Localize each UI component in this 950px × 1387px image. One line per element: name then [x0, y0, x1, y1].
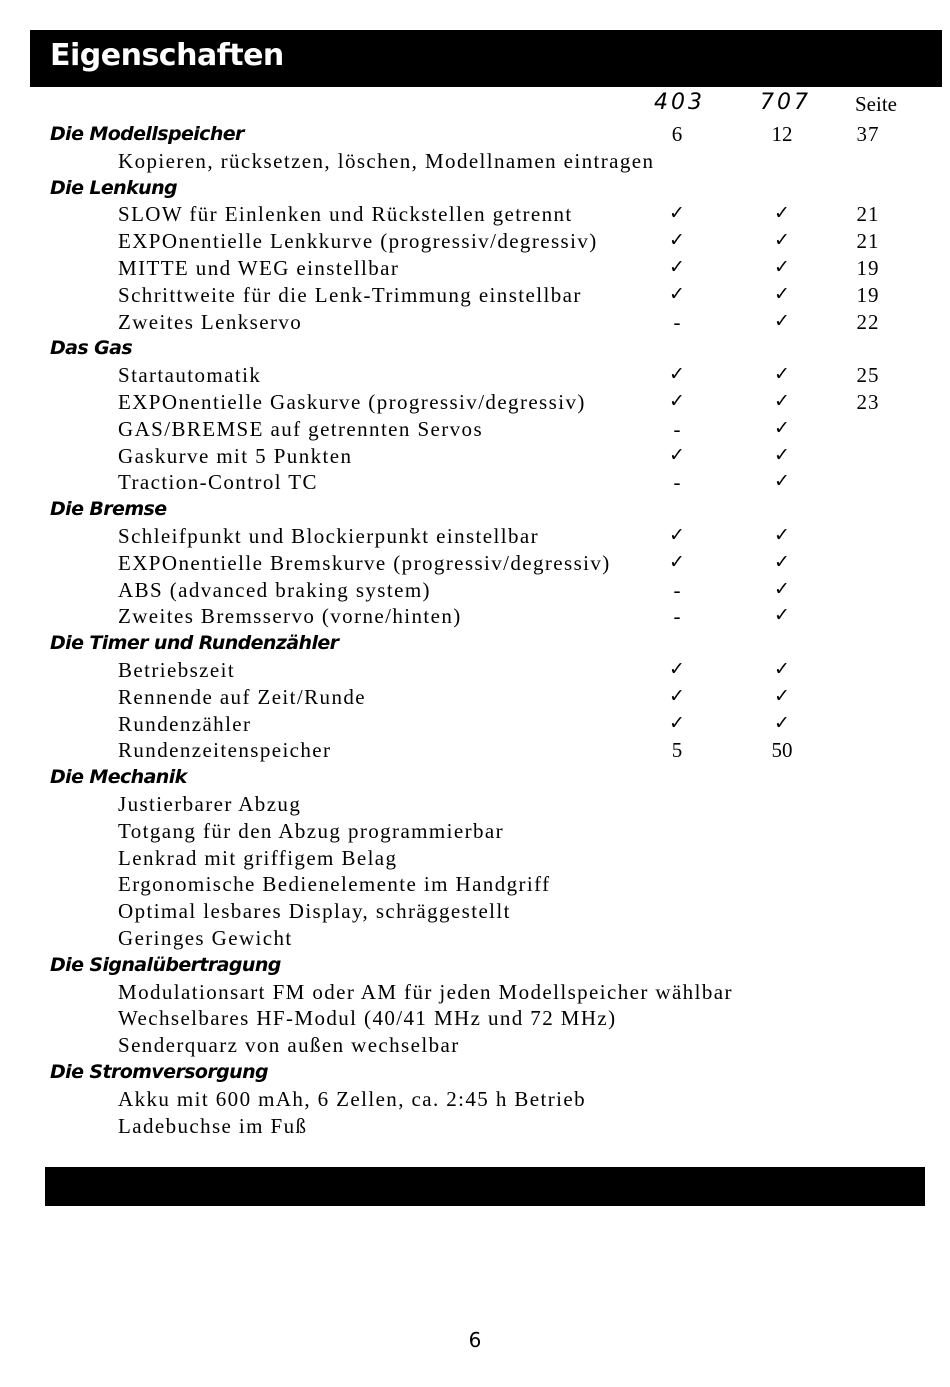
feature-row: [0, 469, 950, 496]
feature-label: SLOW für Einlenken und Rückstellen getrennt: [118, 202, 573, 227]
feature-row: [0, 523, 950, 550]
feature-label: Traction-Control TC: [118, 470, 318, 495]
value-seite: 25: [856, 363, 880, 388]
category-row: [0, 496, 950, 523]
category-label: Die Signalübertragung: [50, 953, 281, 976]
value-seite: 19: [856, 256, 880, 280]
feature-label: Akku mit 600 mAh, 6 Zellen, ca. 2:45 h Betrieb: [118, 1086, 586, 1111]
feature-label: Betriebszeit: [118, 658, 236, 682]
value-403-check-icon: ✓: [669, 202, 685, 225]
category-label: Die Stromversorgung: [50, 1061, 269, 1083]
feature-row: [0, 443, 950, 470]
feature-row: [0, 362, 950, 389]
feature-row: [0, 309, 950, 336]
feature-label: EXPOnentielle Gaskurve (progressiv/degressiv): [118, 390, 586, 414]
value-707-check-icon: ✓: [774, 229, 790, 252]
feature-row: [0, 389, 950, 416]
feature-label: Ladebuchse im Fuß: [118, 1113, 308, 1138]
column-header-403: 403: [654, 90, 705, 115]
feature-label: Kopieren, rücksetzen, löschen, Modellnamen eintragen: [118, 148, 655, 173]
value-403: 6: [671, 122, 683, 146]
category-label: Die Mechanik: [50, 766, 187, 789]
feature-row: [0, 1113, 950, 1140]
feature-row: [0, 818, 950, 845]
feature-row: [0, 1086, 950, 1113]
value-707: 50: [771, 738, 793, 763]
feature-label: Wechselbares HF-Modul (40/41 MHz und 72 MHz): [118, 1006, 617, 1031]
value-403-check-icon: ✓: [669, 711, 685, 734]
value-403-check-icon: ✓: [669, 524, 685, 546]
value-403: 5: [671, 738, 683, 763]
feature-row: [0, 550, 950, 577]
value-403: -: [673, 604, 681, 629]
feature-row: [0, 201, 950, 228]
value-403: -: [673, 577, 681, 602]
category-row: [0, 335, 950, 362]
feature-label: Justierbarer Abzug: [118, 792, 302, 816]
value-707-check-icon: ✓: [774, 550, 790, 573]
feature-row: [0, 871, 950, 898]
category-label: Die Timer und Rundenzähler: [50, 632, 339, 655]
feature-row: [0, 737, 950, 764]
feature-label: Lenkrad mit griffigem Belag: [118, 845, 398, 870]
page-title: Eigenschaften: [50, 38, 284, 73]
value-707-check-icon: ✓: [774, 416, 790, 439]
value-707-check-icon: ✓: [774, 443, 790, 466]
value-seite: 22: [856, 309, 880, 334]
feature-label: Zweites Bremsservo (vorne/hinten): [118, 604, 462, 629]
feature-row: [0, 684, 950, 711]
category-row: [0, 1059, 950, 1086]
value-707: 12: [771, 122, 793, 146]
value-707-check-icon: ✓: [774, 256, 790, 278]
column-header-707: 707: [760, 90, 811, 115]
value-707-check-icon: ✓: [774, 282, 790, 305]
category-label: Das Gas: [50, 337, 133, 360]
feature-row: [0, 255, 950, 282]
feature-label: Rundenzähler: [118, 711, 252, 736]
value-707-check-icon: ✓: [774, 363, 790, 386]
category-row: [0, 630, 950, 657]
title-bar: [30, 30, 942, 87]
value-403-check-icon: ✓: [669, 658, 685, 680]
feature-row: [0, 1005, 950, 1032]
feature-row: [0, 148, 950, 175]
value-403: -: [673, 416, 681, 441]
category-label: Die Bremse: [50, 498, 167, 521]
value-707-check-icon: ✓: [774, 577, 790, 600]
category-row: [0, 175, 950, 202]
feature-label: Zweites Lenkservo: [118, 309, 303, 334]
feature-label: Senderquarz von außen wechselbar: [118, 1033, 460, 1058]
feature-row: [0, 1032, 950, 1059]
category-row: [0, 764, 950, 791]
page-number: 6: [468, 1328, 482, 1352]
feature-label: Totgang für den Abzug programmierbar: [118, 818, 504, 843]
category-label: Die Lenkung: [50, 176, 177, 199]
value-403-check-icon: ✓: [669, 550, 685, 573]
value-403: -: [673, 309, 681, 334]
value-707-check-icon: ✓: [774, 470, 790, 493]
feature-row: [0, 228, 950, 255]
feature-label: Schrittweite für die Lenk-Trimmung einstellbar: [118, 282, 582, 307]
feature-label: Geringes Gewicht: [118, 926, 293, 950]
value-403-check-icon: ✓: [669, 256, 685, 278]
category-row: [0, 952, 950, 979]
feature-label: Ergonomische Bedienelemente im Handgriff: [118, 872, 551, 897]
value-403-check-icon: ✓: [669, 363, 685, 386]
feature-label: ABS (advanced braking system): [118, 577, 431, 602]
value-707-check-icon: ✓: [774, 711, 790, 734]
value-707-check-icon: ✓: [774, 658, 790, 680]
value-707-check-icon: ✓: [774, 390, 790, 412]
feature-row: [0, 577, 950, 604]
value-seite: 21: [856, 229, 880, 254]
feature-row: [0, 657, 950, 684]
feature-label: Gaskurve mit 5 Punkten: [118, 443, 353, 468]
value-403-check-icon: ✓: [669, 390, 685, 412]
feature-row: [0, 282, 950, 309]
feature-row: [0, 791, 950, 818]
feature-label: EXPOnentielle Bremskurve (progressiv/degressiv): [118, 550, 611, 575]
column-header-seite: Seite: [855, 92, 897, 116]
value-403: -: [673, 470, 681, 495]
value-707-check-icon: ✓: [774, 684, 790, 707]
feature-row: [0, 603, 950, 630]
feature-label: GAS/BREMSE auf getrennten Servos: [118, 416, 484, 441]
feature-label: Startautomatik: [118, 363, 262, 388]
value-403-check-icon: ✓: [669, 229, 685, 252]
value-403-check-icon: ✓: [669, 282, 685, 305]
value-403-check-icon: ✓: [669, 684, 685, 707]
value-seite: 37: [856, 122, 880, 146]
feature-label: Schleifpunkt und Blockierpunkt einstellbar: [118, 524, 539, 548]
value-707-check-icon: ✓: [774, 202, 790, 225]
feature-row: [0, 416, 950, 443]
feature-row: [0, 979, 950, 1006]
value-403-check-icon: ✓: [669, 443, 685, 466]
feature-label: Rundenzeitenspeicher: [118, 738, 332, 763]
category-label: Die Modellspeicher: [50, 123, 244, 145]
feature-row: [0, 925, 950, 952]
value-707-check-icon: ✓: [774, 524, 790, 546]
value-707-check-icon: ✓: [774, 309, 790, 332]
feature-label: Rennende auf Zeit/Runde: [118, 684, 366, 709]
value-seite: 23: [856, 390, 880, 414]
feature-label: MITTE und WEG einstellbar: [118, 256, 400, 280]
category-row: [0, 121, 950, 148]
feature-label: Modulationsart FM oder AM für jeden Modellspeicher wählbar: [118, 979, 733, 1004]
feature-row: [0, 711, 950, 738]
value-seite: 21: [856, 202, 880, 227]
feature-label: Optimal lesbares Display, schräggestellt: [118, 899, 511, 924]
feature-label: EXPOnentielle Lenkkurve (progressiv/degressiv): [118, 229, 598, 254]
value-707-check-icon: ✓: [774, 604, 790, 627]
footer-bar: [45, 1167, 925, 1206]
feature-row: [0, 898, 950, 925]
feature-row: [0, 845, 950, 872]
value-seite: 19: [856, 282, 880, 307]
